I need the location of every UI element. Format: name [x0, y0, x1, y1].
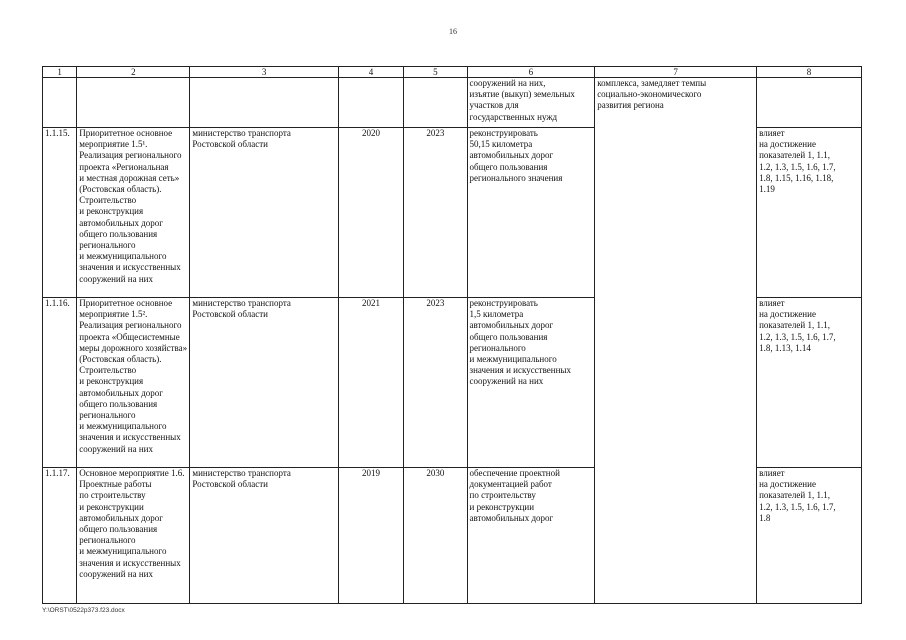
row-number-cell: 1.1.15.	[43, 128, 77, 298]
end-year-cell: 2030	[404, 468, 467, 604]
continuation-row	[43, 78, 862, 128]
start-year-cell: 2020	[338, 128, 403, 298]
column-header: 6	[467, 67, 595, 78]
empty-cell	[404, 78, 467, 128]
column-header: 1	[43, 67, 77, 78]
empty-cell	[190, 78, 338, 128]
start-year-cell: 2019	[338, 468, 403, 604]
end-year-cell: 2023	[404, 298, 467, 468]
column-header: 2	[77, 67, 190, 78]
column-header: 3	[190, 67, 338, 78]
file-path-footer: Y:\ORST\0522p373.f23.docx	[42, 607, 125, 614]
end-year-cell: 2023	[404, 128, 467, 298]
row-number-cell: 1.1.17.	[43, 468, 77, 604]
column-header: 5	[404, 67, 467, 78]
empty-cell	[43, 78, 77, 128]
page-number: 16	[449, 27, 457, 36]
column-header: 4	[338, 67, 403, 78]
start-year-cell: 2021	[338, 298, 403, 468]
expected-result-cell: реконструировать 50,15 километра автомобильных дорог общего пользования регионального значения	[467, 128, 595, 298]
column-header: 7	[595, 67, 757, 78]
measure-title-cell: Приоритетное основное мероприятие 1.5². Реализация регионального проекта «Общесистемные меры дорожного хозяйства» (Ростовская область). Строительство и реконструкция автомобильных дорог общего пользования регионального и межмуниципального значения и искусственных сооружений на них	[77, 298, 190, 468]
row-number-cell: 1.1.16.	[43, 298, 77, 468]
empty-cell	[77, 78, 190, 128]
indicators-cell: влияет на достижение показателей 1, 1.1, 1.2, 1.3, 1.5, 1.6, 1.7, 1.8, 1.15, 1.16, 1.18, 1.19	[757, 128, 862, 298]
executor-cell: министерство транспорта Ростовской области	[190, 298, 338, 468]
expected-result-cell: обеспечение проектной документацией работ по строительству и реконструкции автомобильных дорог	[467, 468, 595, 604]
measure-title-cell: Приоритетное основное мероприятие 1.5¹. Реализация регионального проекта «Региональная и местная дорожная сеть» (Ростовская область). Строительство и реконструкция автомобильных дорог общего пользования регионального и межмуниципального значения и искусственных сооружений на них	[77, 128, 190, 298]
continuation-result-cell: сооружений на них, изъятие (выкуп) земельных участков для государственных нужд	[467, 78, 595, 128]
column-number-row	[43, 67, 862, 78]
column-header: 8	[757, 67, 862, 78]
expected-result-cell: реконструировать 1,5 километра автомобильных дорог общего пользования регионального и межмуниципального значения и искусственных сооружений на них	[467, 298, 595, 468]
consequence-cell: комплекса, замедляет темпы социально-экономического развития региона	[595, 78, 757, 604]
indicators-cell: влияет на достижение показателей 1, 1.1, 1.2, 1.3, 1.5, 1.6, 1.7, 1.8, 1.13, 1.14	[757, 298, 862, 468]
empty-cell	[338, 78, 403, 128]
executor-cell: министерство транспорта Ростовской области	[190, 468, 338, 604]
indicators-cell: влияет на достижение показателей 1, 1.1, 1.2, 1.3, 1.5, 1.6, 1.7, 1.8	[757, 468, 862, 604]
measure-title-cell: Основное мероприятие 1.6. Проектные работы по строительству и реконструкции автомобильных дорог общего пользования регионального и межмуниципального значения и искусственных сооружений на них	[77, 468, 190, 604]
executor-cell: министерство транспорта Ростовской области	[190, 128, 338, 298]
empty-cell	[757, 78, 862, 128]
program-table	[42, 66, 862, 604]
